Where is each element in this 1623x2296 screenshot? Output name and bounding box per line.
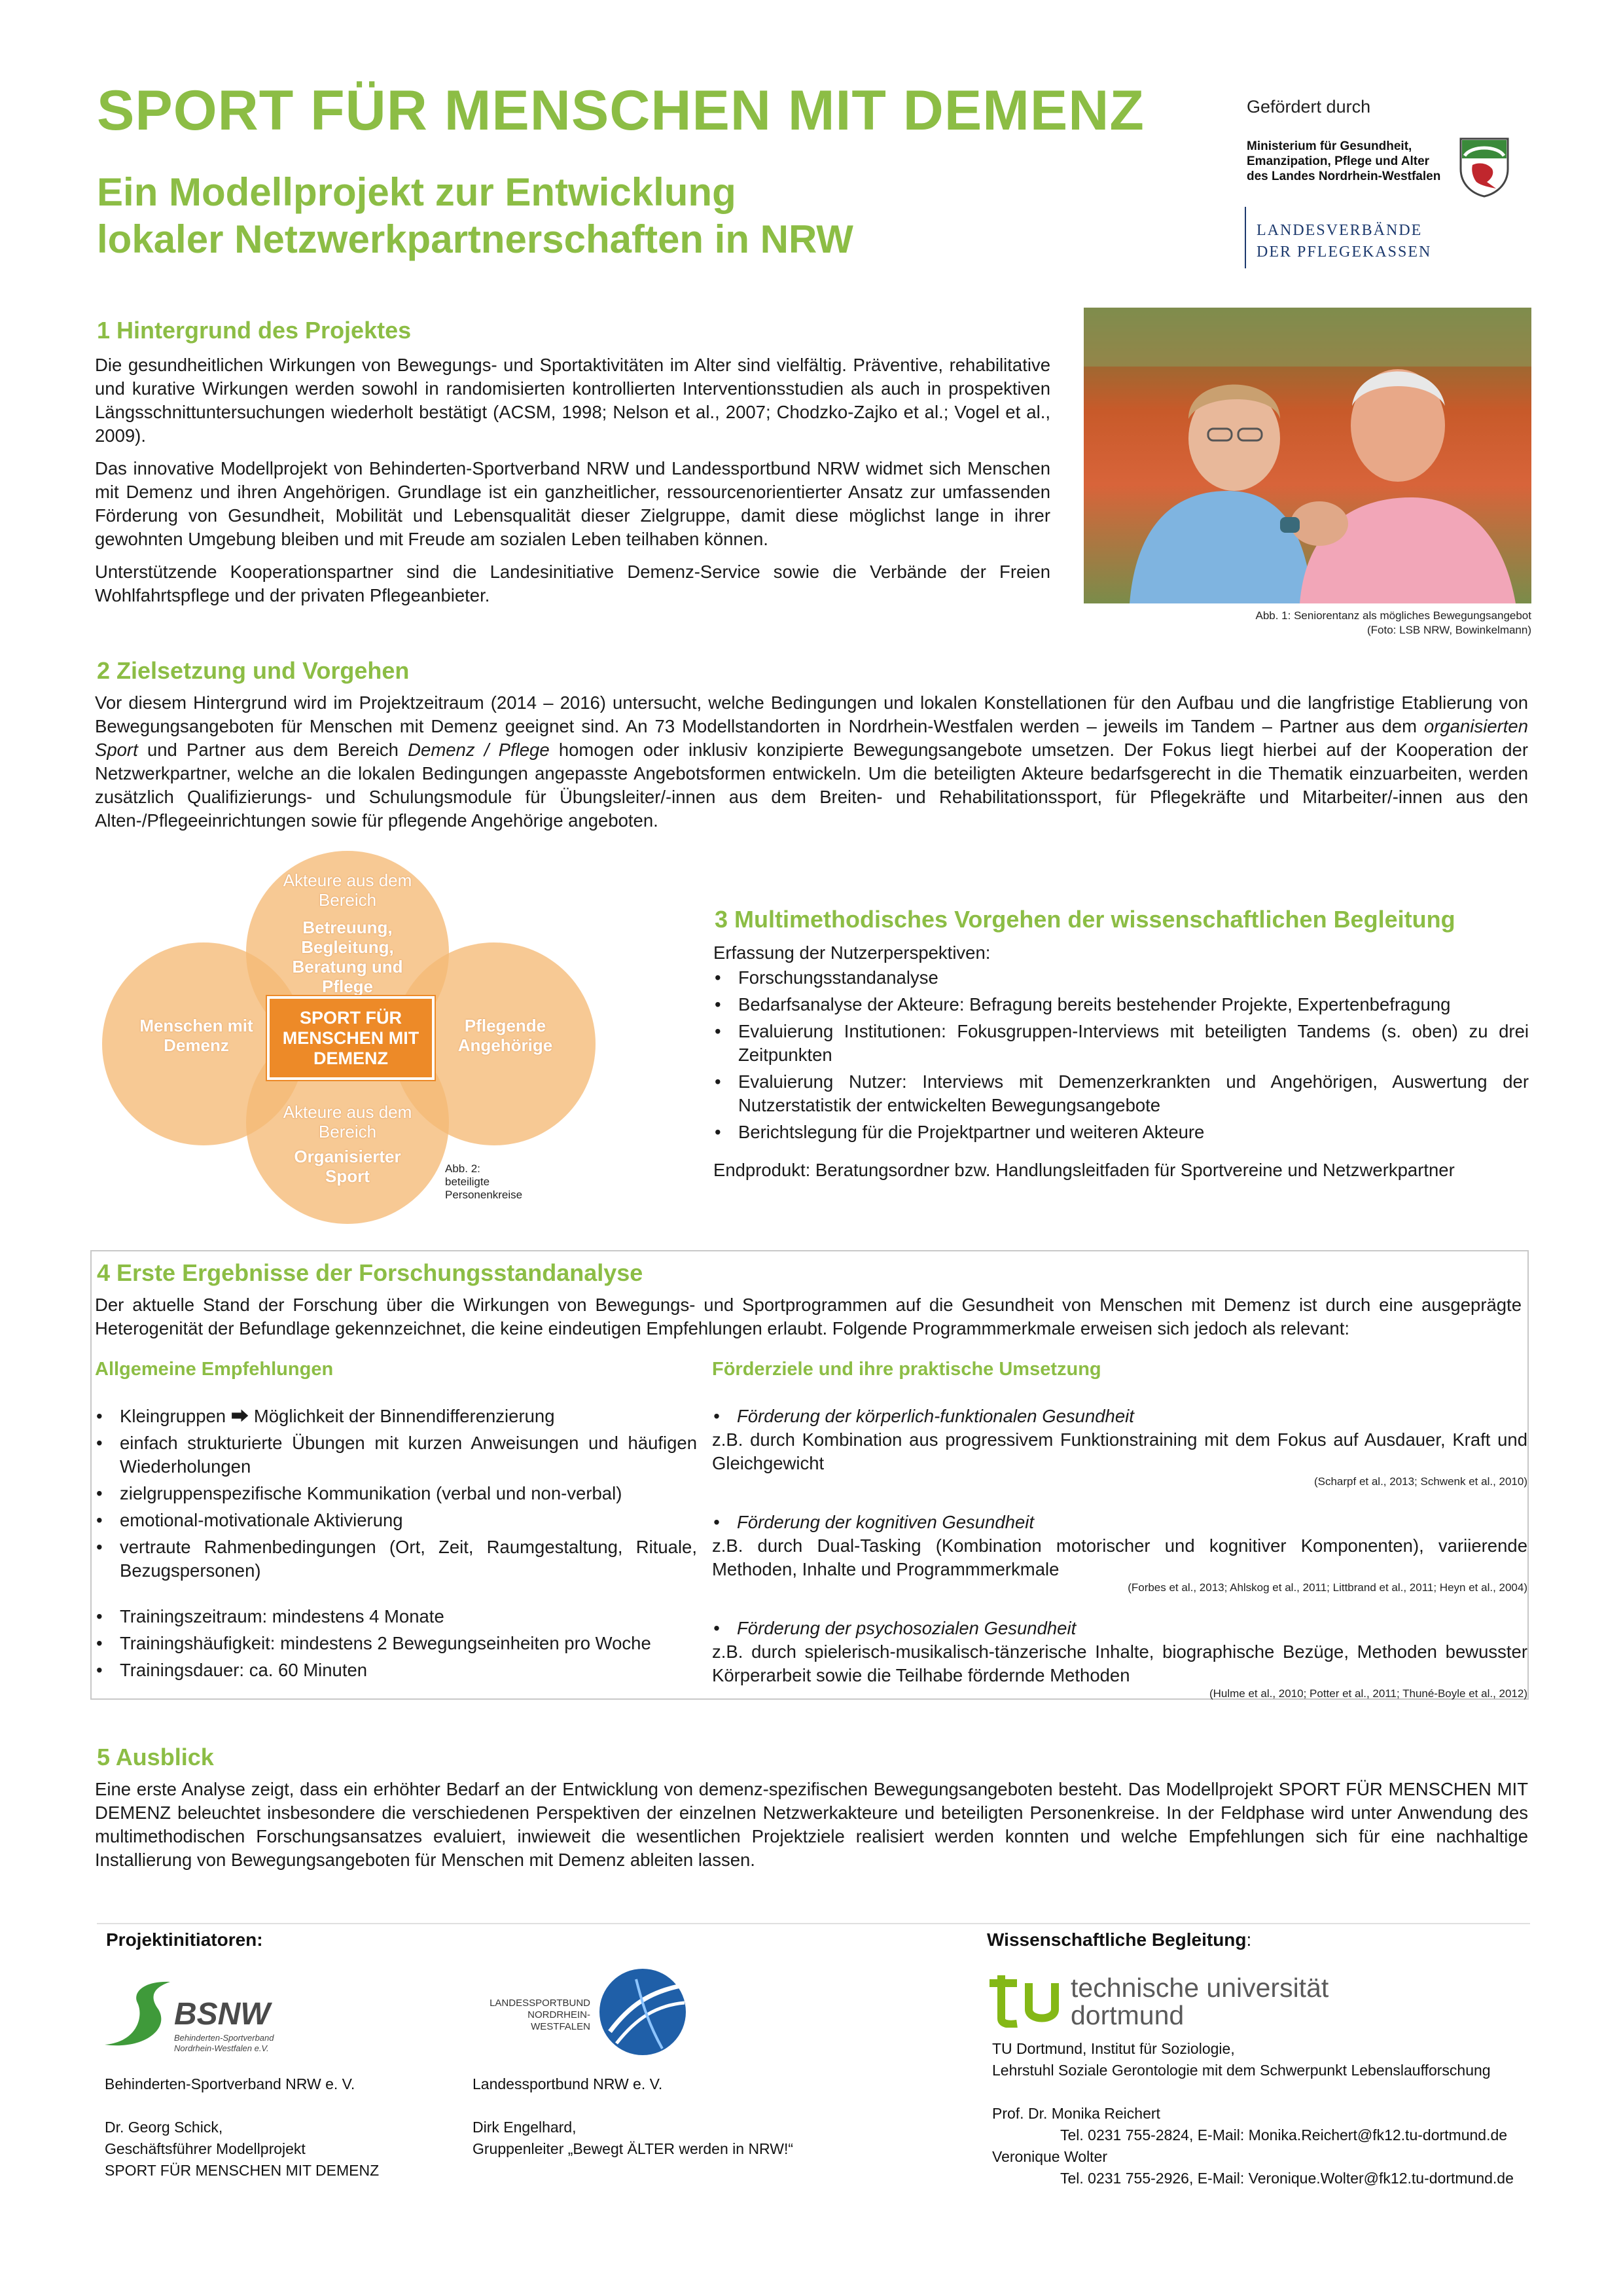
method-list-item: • Forschungsstandanalyse [713, 966, 1529, 990]
section3-intro: Erfassung der Nutzerperspektiven: [713, 942, 991, 963]
contact1-name: Prof. Dr. Monika Reichert [992, 2105, 1160, 2122]
bsnw-logo-sub-1: Behinderten-Sportverband [174, 2033, 274, 2043]
section3-body [713, 941, 1529, 1182]
section4-left-column [95, 1405, 697, 1685]
recommendations-list [95, 1405, 697, 1583]
goal-text: z.B. durch Dual-Tasking (Kombination motorischer und kognitiver Komponenten), variierende Methoden, Inhalte und Programmmerkmale [712, 1535, 1527, 1579]
lsb-logo-line-1: LANDESSPORTBUND [490, 1998, 590, 2009]
bsnw-logo-text: BSNW [174, 1997, 270, 2032]
tu-info [992, 2038, 1514, 2189]
goal-reference: (Hulme et al., 2010; Potter et al., 2011; Thuné-Boyle et al., 2012) [1209, 1687, 1527, 1700]
section5-text: Eine erste Analyse zeigt, dass ein erhöhter Bedarf an der Entwicklung von demenz-spezifischen Bewegungsangeboten besteht. Das Modellprojekt SPORT FÜR MENSCHEN MIT DEMENZ beleuchtet insbesondere die verschiedenen Perspektiven der einzelnen Netzwerkakteure und beteiligten Personenkreise. In der Feldphase wird unter Anwendung des multimethodischen Forschungsansatzes evaluiert, inwieweit die wesentlichen Projektziele realisiert werden konnten und welche Empfehlungen sich für eine nachhaltige Installierung von Bewegungsangeboten für Menschen mit Demenz ableiten lassen. [95, 1779, 1528, 1870]
page-subtitle [97, 169, 853, 263]
funded-by-label: Gefördert durch [1247, 97, 1371, 117]
pflegekassen-logo-text [1257, 220, 1431, 263]
lsb-name: Landessportbund NRW e. V. [473, 2075, 663, 2092]
goal-title: • Förderung der körperlich-funktionalen Gesundheit [712, 1405, 1527, 1428]
goal-title: • Förderung der psychosozialen Gesundheit [712, 1617, 1527, 1640]
recommendation-item: • zielgruppenspezifische Kommunikation (verbal und non-verbal) [95, 1482, 697, 1505]
tu-logo-text [1071, 1974, 1329, 2029]
section2-emphasis-1: organisierten Sport [95, 716, 1528, 760]
pflegekassen-line-1: LANDESVERBÄNDE [1257, 222, 1423, 239]
section2-text-b: und Partner aus dem Bereich [137, 740, 408, 760]
lsb-info [473, 2073, 793, 2160]
recommendation-item: • emotional-motivationale Aktivierung [95, 1509, 697, 1532]
section2-text-a: Vor diesem Hintergrund wird im Projektzeitraum (2014 – 2016) untersucht, welche Bedingungen und lokalen Konstellationen für den Aufbau und die langfristige Etablierung von Bewegungsangeboten für Menschen mit Demenz geeignet sind. An 73 Modellstandorten in Nordrhein-Westfalen werden – jeweils im Tandem – Partner aus dem [95, 692, 1528, 736]
recommendation-item: • Kleingruppen ⮕ Möglichkeit der Binnendifferenzierung [95, 1405, 697, 1428]
bsnw-role-2: SPORT FÜR MENSCHEN MIT DEMENZ [105, 2162, 380, 2179]
footer-divider [97, 1923, 1530, 1924]
photo-caption-line-2: (Foto: LSB NRW, Bowinkelmann) [1367, 624, 1531, 636]
lsb-logo-text [469, 1998, 590, 2033]
tu-line-2: Lehrstuhl Soziale Gerontologie mit dem Schwerpunkt Lebenslaufforschung [992, 2062, 1491, 2079]
circle-bottom-light: Akteure aus dem Bereich [283, 1102, 412, 1141]
goal-text: z.B. durch Kombination aus progressivem Funktionstraining mit dem Fokus auf Ausdauer, Kraft und Gleichgewicht [712, 1429, 1527, 1473]
section1-paragraph-3: Unterstützende Kooperationspartner sind die Landesinitiative Demenz-Service sowie die Verbände der Freien Wohlfahrtspflege und der privaten Pflegeanbieter. [95, 562, 1050, 605]
goal-block [712, 1511, 1527, 1594]
bsnw-logo [98, 1977, 308, 2062]
section3-endproduct: Endprodukt: Beratungsordner bzw. Handlungsleitfaden für Sportvereine und Netzwerkpartner [713, 1160, 1455, 1180]
bsnw-logo-sub-2: Nordrhein-Westfalen e.V. [174, 2043, 269, 2053]
photo-caption-line-1: Abb. 1: Seniorentanz als mögliches Bewegungsangebot [1255, 609, 1531, 622]
section1-heading: 1 Hintergrund des Projektes [97, 317, 412, 344]
section3-list [713, 966, 1529, 1144]
lsb-role: Gruppenleiter „Bewegt ÄLTER werden in NRW!“ [473, 2140, 794, 2157]
goal-block [712, 1405, 1527, 1488]
circle-top-bold: Betreuung, Begleitung, Beratung und Pflege [292, 918, 403, 996]
method-list-item: • Berichtslegung für die Projektpartner und weiteren Akteure [713, 1121, 1529, 1144]
section1-text [95, 353, 1050, 617]
science-heading-colon: : [1246, 1929, 1252, 1950]
ministry-line-2: Emanzipation, Pflege und Alter [1247, 154, 1430, 168]
method-list-item: • Evaluierung Nutzer: Interviews mit Demenzerkrankten und Angehörigen, Auswertung der Nutzerstatistik der entwickelten Bewegungsangebote [713, 1070, 1529, 1117]
initiators-heading: Projektinitiatoren: [106, 1929, 263, 1950]
section5-heading: 5 Ausblick [97, 1744, 214, 1770]
lsb-globe-icon [597, 1966, 688, 2058]
section1-paragraph-1: Die gesundheitlichen Wirkungen von Bewegungs- und Sportaktivitäten im Alter sind vielfältig. Präventive, rehabilitative und kurative Wirkungen werden sowohl in randomisierten kontrollierten Interventionsstudien als auch in prospektiven Längsschnittuntersuchungen wiederholt bestätigt (ACSM, 1998; Nelson et al., 2007; Chodzko-Zajko et al.; Vogel et al., 2009). [95, 355, 1050, 446]
bsnw-logo-sub [174, 2033, 274, 2054]
goal-text: z.B. durch spielerisch-musikalisch-tänzerische Inhalte, biographische Bezüge, Methoden bewusster Körperarbeit sowie die Teilhabe fördernde Methoden [712, 1641, 1527, 1685]
method-list-item: • Evaluierung Institutionen: Fokusgruppen-Interviews mit beteiligten Tandems (s. oben) zu drei Zeitpunkten [713, 1020, 1529, 1067]
diagram-caption: Abb. 2: beteiligte Personenkreise [445, 1162, 523, 1201]
lsb-person: Dirk Engelhard, [473, 2119, 577, 2136]
ministry-logo-text [1247, 139, 1440, 184]
senior-dance-photo [1084, 308, 1531, 603]
photo-caption [1021, 609, 1531, 637]
circle-bottom-bold: Organisierter Sport [294, 1147, 401, 1186]
tu-line-1: TU Dortmund, Institut für Soziologie, [992, 2040, 1235, 2057]
section2-heading: 2 Zielsetzung und Vorgehen [97, 657, 410, 684]
pflegekassen-bar [1245, 207, 1246, 268]
section4-intro: Der aktuelle Stand der Forschung über die Wirkungen von Bewegungs- und Sportprogrammen auf die Gesundheit von Menschen mit Demenz ist durch eine ausgeprägte Heterogenität der Befundlage gekennzeichnet, die keine eindeutigen Empfehlungen erlaubt. Folgende Programmmerkmale erweisen sich jedoch als relevant: [95, 1295, 1522, 1338]
contact2-name: Veronique Wolter [992, 2148, 1108, 2165]
subtitle-line-1: Ein Modellprojekt zur Entwicklung [97, 170, 736, 214]
lsb-logo-line-2: NORDRHEIN-WESTFALEN [527, 2009, 590, 2032]
section4-right-heading: Förderziele und ihre praktische Umsetzung [712, 1359, 1101, 1380]
goal-reference: (Scharpf et al., 2013; Schwenk et al., 2010) [1313, 1475, 1527, 1488]
circle-right-label: Pflegende Angehörige [457, 1016, 553, 1055]
circle-left-label: Menschen mit Demenz [139, 1016, 253, 1055]
page-title: SPORT FÜR MENSCHEN MIT DEMENZ [97, 79, 1145, 142]
tu-logo-line-2: dortmund [1071, 2000, 1185, 2030]
pflegekassen-line-2: DER PFLEGEKASSEN [1257, 243, 1432, 260]
training-item: • Trainingsdauer: ca. 60 Minuten [95, 1659, 697, 1682]
subtitle-line-2: lokaler Netzwerkpartnerschaften in NRW [97, 217, 853, 261]
section4-left-heading: Allgemeine Empfehlungen [95, 1359, 334, 1380]
contact2-details: Tel. 0231 755-2926, E-Mail: Veronique.Wolter@fk12.tu-dortmund.de [1060, 2170, 1514, 2187]
section4-right-column [712, 1405, 1527, 1700]
ministry-line-1: Ministerium für Gesundheit, [1247, 139, 1412, 153]
science-heading-text: Wissenschaftliche Begleitung [987, 1929, 1247, 1950]
method-list-item: • Bedarfsanalyse der Akteure: Befragung bereits bestehender Projekte, Expertenbefragung [713, 993, 1529, 1016]
training-list [95, 1605, 697, 1682]
circle-top-light: Akteure aus dem Bereich [283, 870, 412, 910]
tu-logo-line-1: technische universität [1071, 1973, 1329, 2003]
nrw-coat-of-arms-icon [1458, 136, 1510, 198]
tu-logo-icon [986, 1973, 1064, 2028]
center-project-box: SPORT FÜR MENSCHEN MIT DEMENZ [267, 996, 435, 1080]
bsnw-name: Behinderten-Sportverband NRW e. V. [105, 2075, 355, 2092]
section4-heading: 4 Erste Ergebnisse der Forschungsstandanalyse [97, 1259, 643, 1286]
goal-reference: (Forbes et al., 2013; Ahlskog et al., 2011; Littbrand et al., 2011; Heyn et al., 2004) [1128, 1581, 1527, 1594]
recommendation-item: • vertraute Rahmenbedingungen (Ort, Zeit, Raumgestaltung, Rituale, Bezugspersonen) [95, 1535, 697, 1583]
bsnw-role-1: Geschäftsführer Modellprojekt [105, 2140, 306, 2157]
science-heading [987, 1929, 1251, 1950]
recommendation-item: • einfach strukturierte Übungen mit kurzen Anweisungen und häufigen Wiederholungen [95, 1431, 697, 1479]
bsnw-info [105, 2073, 379, 2181]
training-item: • Trainingszeitraum: mindestens 4 Monate [95, 1605, 697, 1628]
section3-heading: 3 Multimethodisches Vorgehen der wissenschaftlichen Begleitung [715, 906, 1455, 933]
training-item: • Trainingshäufigkeit: mindestens 2 Bewegungseinheiten pro Woche [95, 1632, 697, 1655]
goal-block [712, 1617, 1527, 1700]
section2-emphasis-2: Demenz / Pflege [408, 740, 550, 760]
contact1-details: Tel. 0231 755-2824, E-Mail: Monika.Reichert@fk12.tu-dortmund.de [1060, 2126, 1508, 2144]
goal-title: • Förderung der kognitiven Gesundheit [712, 1511, 1527, 1534]
section2-text-c: homogen oder inklusiv konzipierte Bewegungsangebote umsetzen. Der Fokus liegt hierbei auf der Kooperation der Netzwerkpartner, welche an die lokalen Bedingungen angepasste Angebotsformen entwickeln. Um die beteiligten Akteure bedarfsgerecht in die Thematik einzuarbeiten, werden zusätzlich Qualifizierungs- und Schulungsmodule für Übungsleiter/-innen aus dem Breiten- und Rehabilitationssport, für Pflegekräfte und Mitarbeiter/-innen aus den Alten-/Pflegeeinrichtungen sowie für pflegende Angehörige angeboten. [95, 740, 1529, 831]
bsnw-person: Dr. Georg Schick, [105, 2119, 223, 2136]
section1-paragraph-2: Das innovative Modellprojekt von Behinderten-Sportverband NRW und Landessportbund NRW widmet sich Menschen mit Demenz und ihren Angehörigen. Grundlage ist ein ganzheitlicher, ressourcenorientierter Ansatz zur umfassenden Förderung von Gesundheit, Mobilität und Lebensqualität dieser Zielgruppe, damit diese möglichst lange in ihrer gewohnten Umgebung bleiben und mit Freude am sozialen Leben teilhaben können. [95, 458, 1050, 549]
section2-text [95, 691, 1528, 833]
ministry-line-3: des Landes Nordrhein-Westfalen [1247, 170, 1441, 183]
